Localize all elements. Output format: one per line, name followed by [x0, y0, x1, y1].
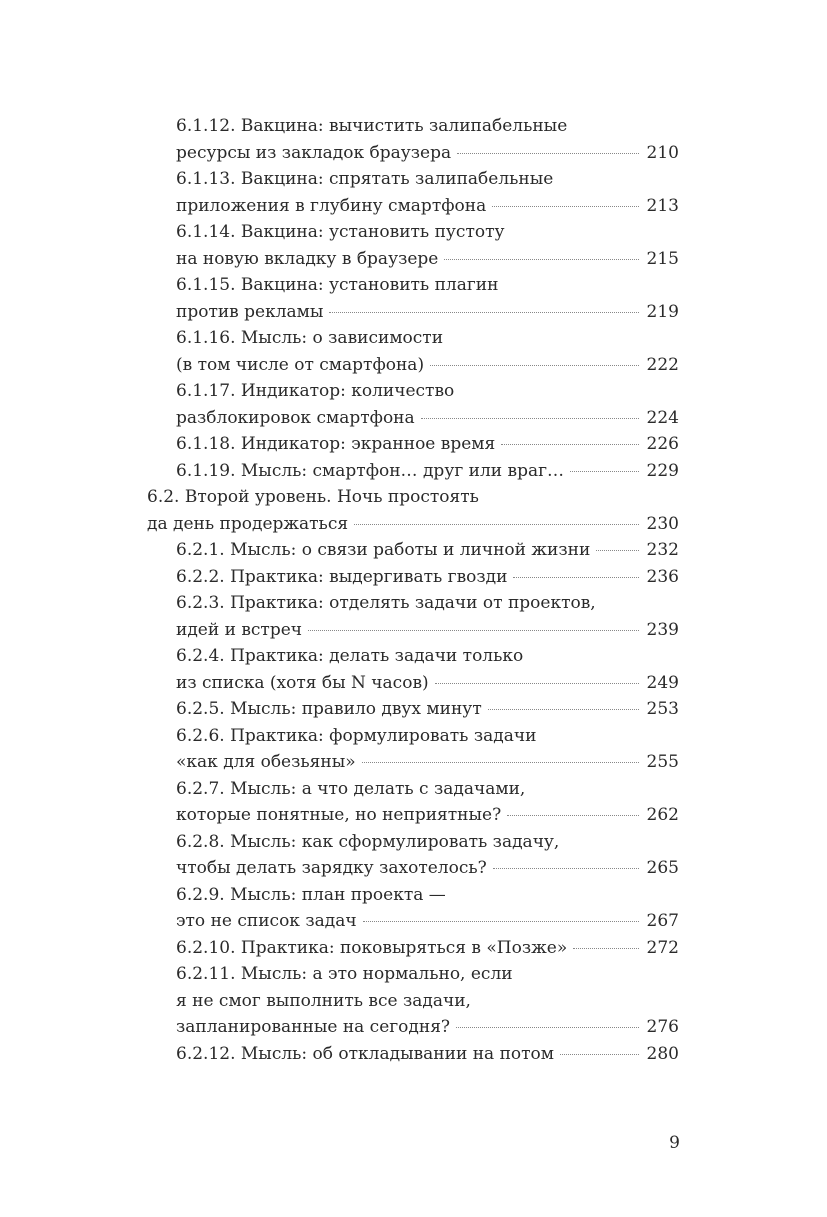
toc-entry-title-line: 6.2. Второй уровень. Ночь простоять — [147, 487, 479, 507]
toc-page-number: 255 — [646, 752, 679, 772]
toc-entry-title-line: я не смог выполнить все задачи, — [176, 990, 471, 1011]
toc-entry-last-line — [176, 537, 679, 564]
dot-leader — [456, 1027, 639, 1028]
toc-subsection-entry[interactable] — [147, 723, 679, 776]
toc-subsection-entry[interactable] — [147, 1041, 679, 1068]
toc-entry-last-line — [176, 617, 679, 644]
toc-subsection-entry[interactable] — [147, 564, 679, 591]
toc-entry-title-line: идей и встреч — [176, 619, 303, 640]
toc-page-number: 276 — [646, 1017, 679, 1037]
toc-subsection-entry[interactable] — [147, 935, 679, 962]
toc-entry-title-line: 6.2.4. Практика: делать задачи только — [176, 646, 524, 666]
toc-entry-last-line — [176, 802, 679, 829]
dot-leader — [570, 471, 639, 472]
toc-entry-last-line — [176, 140, 679, 167]
toc-entry-last-line — [176, 749, 679, 776]
dot-leader — [362, 762, 639, 763]
toc-subsection-entry[interactable] — [147, 829, 679, 882]
toc-page-number: 229 — [646, 460, 679, 481]
toc-entry-last-line — [176, 405, 679, 432]
toc-page-number: 249 — [646, 672, 679, 693]
toc-entry-last-line — [176, 935, 679, 962]
toc-entry-title-line: 6.1.15. Вакцина: установить плагин — [176, 275, 499, 295]
toc-entry-title-line: против рекламы — [176, 301, 324, 322]
toc-entry-title-line: запланированные на сегодня? — [176, 1017, 451, 1037]
toc-entry-title-line: которые понятные, но неприятные? — [176, 805, 502, 825]
toc-page-number: 210 — [646, 142, 679, 163]
dot-leader — [507, 815, 638, 816]
toc-entry-title-line: (в том числе от смартфона) — [176, 354, 425, 375]
toc-page-number: 219 — [646, 301, 679, 322]
toc-page-number: 280 — [646, 1043, 679, 1064]
toc-page-number: 226 — [646, 434, 679, 454]
toc-subsection-entry[interactable] — [147, 458, 679, 485]
toc-entry-title-line: 6.1.14. Вакцина: установить пустоту — [176, 222, 505, 242]
toc-entry-title-line: из списка (хотя бы N часов) — [176, 672, 429, 693]
toc-entry-title-line: 6.2.12. Мысль: об откладывании на потом — [176, 1043, 554, 1064]
toc-entry-last-line — [176, 855, 679, 882]
dot-leader — [363, 921, 639, 922]
toc-entry-title-line: 6.1.19. Мысль: смартфон… друг или враг… — [176, 460, 564, 481]
toc-entry-last-line — [176, 431, 679, 458]
toc-entry-title-line: 6.2.8. Мысль: как сформулировать задачу, — [176, 831, 560, 852]
toc-entry-title-line: 6.2.7. Мысль: а что делать с задачами, — [176, 778, 526, 799]
toc-entry-title-line: это не список задач — [176, 911, 357, 931]
toc-page-number: 236 — [646, 566, 679, 587]
toc-entry-last-line — [176, 696, 679, 723]
toc-entry-title-line: приложения в глубину смартфона — [176, 195, 487, 216]
toc-page-number: 224 — [646, 407, 679, 428]
dot-leader — [501, 444, 638, 445]
toc-entry-title-line: 6.1.18. Индикатор: экранное время — [176, 434, 496, 454]
toc-entry-title-line: разблокировок смартфона — [176, 407, 415, 428]
toc-page-number: 262 — [646, 805, 679, 825]
toc-subsection-entry[interactable] — [147, 272, 679, 325]
toc-entry-title-line: 6.2.5. Мысль: правило двух минут — [176, 699, 482, 719]
toc-entry-last-line — [176, 564, 679, 591]
dot-leader — [421, 418, 639, 419]
toc-entry-title-line: чтобы делать зарядку захотелось? — [176, 858, 487, 878]
toc-subsection-entry[interactable] — [147, 590, 679, 643]
toc-subsection-entry[interactable] — [147, 961, 679, 1041]
toc-page-number: 232 — [646, 540, 679, 560]
toc-entry-last-line — [147, 511, 679, 538]
toc-subsection-entry[interactable] — [147, 378, 679, 431]
toc-subsection-entry[interactable] — [147, 166, 679, 219]
dot-leader — [444, 259, 638, 260]
dot-leader — [513, 577, 638, 578]
toc-page-number: 213 — [646, 195, 679, 216]
dot-leader — [573, 948, 638, 949]
toc-subsection-entry[interactable] — [147, 643, 679, 696]
toc-entry-title-line: 6.2.9. Мысль: план проекта — — [176, 884, 446, 905]
toc-subsection-entry[interactable] — [147, 325, 679, 378]
toc-entry-last-line — [176, 193, 679, 220]
toc-entry-title-line: «как для обезьяны» — [176, 752, 356, 772]
toc-entry-last-line — [176, 1041, 679, 1068]
toc-entry-last-line — [176, 246, 679, 273]
toc-entry-title-line: 6.2.10. Практика: поковыряться в «Позже» — [176, 937, 568, 958]
toc-page-number: 222 — [646, 354, 679, 375]
toc-entry-last-line — [176, 908, 679, 935]
dot-leader — [435, 683, 639, 684]
dot-leader — [493, 868, 639, 869]
dot-leader — [488, 709, 639, 710]
toc-entry-title-line: на новую вкладку в браузере — [176, 248, 439, 269]
table-of-contents — [147, 113, 679, 1067]
toc-entry-last-line — [176, 1014, 679, 1041]
toc-subsection-entry[interactable] — [147, 219, 679, 272]
toc-page-number: 253 — [646, 699, 679, 719]
dot-leader — [329, 312, 638, 313]
page-number: 9 — [669, 1133, 680, 1153]
toc-entry-title-line: 6.1.12. Вакцина: вычистить залипабельные — [176, 116, 568, 136]
toc-page-number: 230 — [646, 513, 679, 534]
toc-page-number: 267 — [646, 911, 679, 931]
dot-leader — [354, 524, 638, 525]
dot-leader — [560, 1054, 639, 1055]
dot-leader — [596, 550, 638, 551]
toc-entry-title-line: 6.2.11. Мысль: а это нормально, если — [176, 964, 513, 984]
toc-entry-title-line: 6.2.3. Практика: отделять задачи от проектов, — [176, 593, 596, 613]
toc-entry-last-line — [176, 352, 679, 379]
toc-entry-title-line: 6.2.6. Практика: формулировать задачи — [176, 725, 537, 746]
toc-subsection-entry[interactable] — [147, 537, 679, 564]
toc-entry-title-line: 6.2.2. Практика: выдергивать гвозди — [176, 566, 508, 587]
toc-entry-title-line: ресурсы из закладок браузера — [176, 142, 452, 163]
toc-page-number: 272 — [646, 937, 679, 958]
toc-entry-title-line: 6.2.1. Мысль: о связи работы и личной жизни — [176, 540, 591, 560]
dot-leader — [308, 630, 639, 631]
toc-entry-last-line — [176, 670, 679, 697]
toc-entry-last-line — [176, 458, 679, 485]
toc-page-number: 239 — [646, 619, 679, 640]
toc-page-number: 265 — [646, 858, 679, 878]
toc-section-entry[interactable] — [147, 484, 679, 537]
toc-page-number: 215 — [646, 248, 679, 269]
dot-leader — [430, 365, 638, 366]
dot-leader — [492, 206, 638, 207]
toc-entry-title-line: 6.1.13. Вакцина: спрятать залипабельные — [176, 169, 554, 189]
dot-leader — [457, 153, 638, 154]
toc-entry-title-line: да день продержаться — [147, 513, 349, 534]
toc-entry-last-line — [176, 299, 679, 326]
toc-subsection-entry[interactable] — [147, 776, 679, 829]
toc-entry-title-line: 6.1.17. Индикатор: количество — [176, 381, 455, 401]
toc-subsection-entry[interactable] — [147, 696, 679, 723]
toc-entry-title-line: 6.1.16. Мысль: о зависимости — [176, 328, 444, 348]
toc-subsection-entry[interactable] — [147, 882, 679, 935]
toc-subsection-entry[interactable] — [147, 113, 679, 166]
toc-subsection-entry[interactable] — [147, 431, 679, 458]
